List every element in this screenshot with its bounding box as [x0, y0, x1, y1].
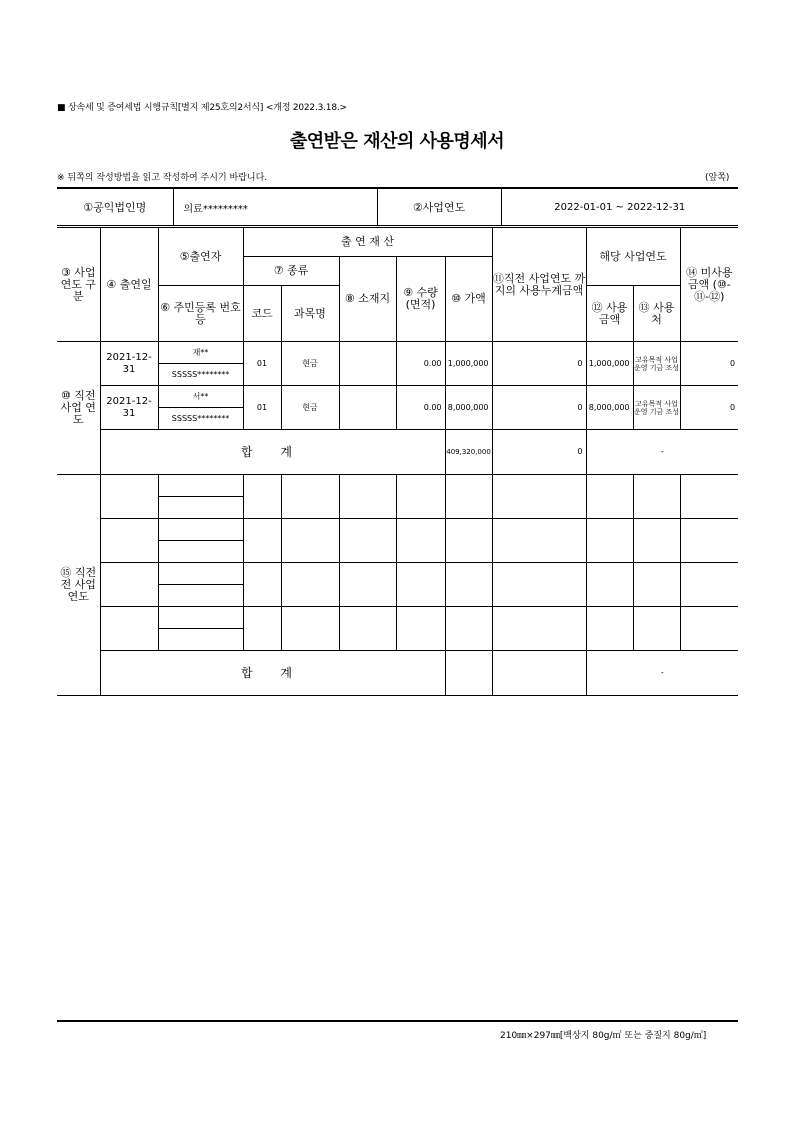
- org-name-value: 의료*********: [173, 189, 377, 226]
- table-row-use-place: 고유목적 사업 운영 기금 조성: [633, 342, 680, 386]
- empty-cell[interactable]: [586, 475, 633, 519]
- empty-cell[interactable]: [633, 475, 680, 519]
- table-row-unused: 0: [680, 386, 738, 430]
- prev-total-label: 합 계: [100, 430, 445, 475]
- col-use-place: ⑬ 사용처: [633, 286, 680, 342]
- table-row-quantity: 0.00: [396, 342, 445, 386]
- table-row-value: 1,000,000: [445, 342, 492, 386]
- instruction-note: ※ 뒤쪽의 작성방법을 읽고 작성하여 주시기 바랍니다.: [57, 173, 268, 183]
- table-row-location: [339, 342, 396, 386]
- empty-cell[interactable]: [396, 519, 445, 563]
- col-donated-property: 출 연 재 산: [243, 228, 492, 257]
- empty-cell[interactable]: [158, 519, 243, 541]
- empty-cell[interactable]: [100, 519, 158, 563]
- table-row-subject: 현금: [281, 342, 339, 386]
- empty-cell[interactable]: [281, 475, 339, 519]
- bottom-rule: [57, 1020, 738, 1022]
- empty-cell[interactable]: [492, 651, 586, 696]
- table-row-code: 01: [243, 342, 281, 386]
- col-location: ⑧ 소재지: [339, 257, 396, 342]
- empty-cell[interactable]: [396, 563, 445, 607]
- prev-total-value: 409,320,000: [445, 430, 492, 475]
- empty-cell[interactable]: [492, 607, 586, 651]
- page-title: 출연받은 재산의 사용명세서: [289, 131, 505, 152]
- fiscal-year-value: 2022-01-01 ~ 2022-12-31: [501, 189, 738, 226]
- table-row-id: SSSSS********: [158, 408, 243, 430]
- col-kind: ⑦ 종류: [243, 257, 339, 286]
- empty-cell[interactable]: [586, 607, 633, 651]
- empty-cell[interactable]: [281, 519, 339, 563]
- empty-cell[interactable]: [680, 519, 738, 563]
- paper-spec: 210㎜×297㎜[백상지 80g/㎡ 또는 중질지 80g/㎡]: [500, 1031, 707, 1041]
- before-total-label: 합 계: [100, 651, 445, 696]
- col-year-type: ③ 사업 연도 구분: [57, 228, 100, 342]
- empty-cell[interactable]: [339, 475, 396, 519]
- empty-cell[interactable]: [586, 563, 633, 607]
- empty-cell[interactable]: [158, 607, 243, 629]
- empty-cell[interactable]: [445, 607, 492, 651]
- empty-cell[interactable]: [492, 475, 586, 519]
- empty-cell[interactable]: [243, 475, 281, 519]
- empty-cell[interactable]: [243, 563, 281, 607]
- col-use-amount: ⑫ 사용 금액: [586, 286, 633, 342]
- page-side-label: (앞쪽): [705, 173, 730, 183]
- empty-cell[interactable]: [586, 519, 633, 563]
- empty-cell[interactable]: [339, 607, 396, 651]
- prev-total-cumulative: 0: [492, 430, 586, 475]
- prev-total-current: -: [586, 430, 738, 475]
- empty-cell[interactable]: [158, 563, 243, 585]
- col-donor: ⑤출연자: [158, 228, 243, 286]
- col-subject: 과목명: [281, 286, 339, 342]
- empty-cell[interactable]: [445, 651, 492, 696]
- empty-cell[interactable]: [281, 563, 339, 607]
- table-row-use-amount: 8,000,000: [586, 386, 633, 430]
- table-row-cumulative: 0: [492, 386, 586, 430]
- empty-cell[interactable]: [100, 563, 158, 607]
- empty-cell[interactable]: [633, 607, 680, 651]
- empty-cell[interactable]: [680, 475, 738, 519]
- empty-cell[interactable]: [445, 475, 492, 519]
- empty-cell[interactable]: [396, 607, 445, 651]
- usage-table: [57, 227, 738, 696]
- empty-cell[interactable]: [158, 497, 243, 519]
- table-row-location: [339, 386, 396, 430]
- table-row-donor: 재**: [158, 342, 243, 364]
- table-row-donor: 서**: [158, 386, 243, 408]
- empty-cell[interactable]: [445, 563, 492, 607]
- table-row-cumulative: 0: [492, 342, 586, 386]
- empty-cell[interactable]: [100, 475, 158, 519]
- org-name-label: ①공익법인명: [57, 189, 173, 226]
- table-row-id: SSSSS********: [158, 364, 243, 386]
- col-id-number: ⑥ 주민등록 번호 등: [158, 286, 243, 342]
- empty-cell[interactable]: [158, 585, 243, 607]
- empty-cell[interactable]: [281, 607, 339, 651]
- empty-cell[interactable]: [243, 607, 281, 651]
- empty-cell[interactable]: [680, 563, 738, 607]
- col-quantity: ⑨ 수량 (면적): [396, 257, 445, 342]
- empty-cell[interactable]: [243, 519, 281, 563]
- empty-cell[interactable]: [680, 607, 738, 651]
- table-row-quantity: 0.00: [396, 386, 445, 430]
- before-total-current: -: [586, 651, 738, 696]
- fiscal-year-label: ②사업연도: [377, 189, 501, 226]
- empty-cell[interactable]: [633, 563, 680, 607]
- legal-reference: ■ 상속세 및 증여세법 시행규칙[별지 제25호의2서식] <개정 2022.3.18.>: [57, 103, 347, 113]
- empty-cell[interactable]: [633, 519, 680, 563]
- col-value: ⑩ 가액: [445, 257, 492, 342]
- table-row-subject: 현금: [281, 386, 339, 430]
- col-unused-amount: ⑭ 미사용 금액 (⑩-⑪-⑫): [680, 228, 738, 342]
- table-row-date: 2021-12-31: [100, 386, 158, 430]
- empty-cell[interactable]: [158, 475, 243, 497]
- empty-cell[interactable]: [492, 519, 586, 563]
- col-code: 코드: [243, 286, 281, 342]
- section-prev-year-label: ⑩ 직전 사업 연도: [57, 342, 100, 475]
- col-donation-date: ④ 출연일: [100, 228, 158, 342]
- table-row-date: 2021-12-31: [100, 342, 158, 386]
- empty-cell[interactable]: [100, 607, 158, 651]
- table-row-use-place: 고유목적 사업 운영 기금 조성: [633, 386, 680, 430]
- table-row-unused: 0: [680, 342, 738, 386]
- info-table: [57, 189, 738, 226]
- empty-cell[interactable]: [492, 563, 586, 607]
- empty-cell[interactable]: [158, 629, 243, 651]
- col-cumulative-usage: ⑪직전 사업연도 까지의 사용누계금액: [492, 228, 586, 342]
- col-current-year: 해당 사업연도: [586, 228, 680, 286]
- empty-cell[interactable]: [339, 563, 396, 607]
- empty-cell[interactable]: [339, 519, 396, 563]
- table-row-code: 01: [243, 386, 281, 430]
- empty-cell[interactable]: [396, 475, 445, 519]
- table-row-value: 8,000,000: [445, 386, 492, 430]
- empty-cell[interactable]: [445, 519, 492, 563]
- section-before-year-label: ⑮ 직전전 사업 연도: [57, 475, 100, 696]
- table-row-use-amount: 1,000,000: [586, 342, 633, 386]
- empty-cell[interactable]: [158, 541, 243, 563]
